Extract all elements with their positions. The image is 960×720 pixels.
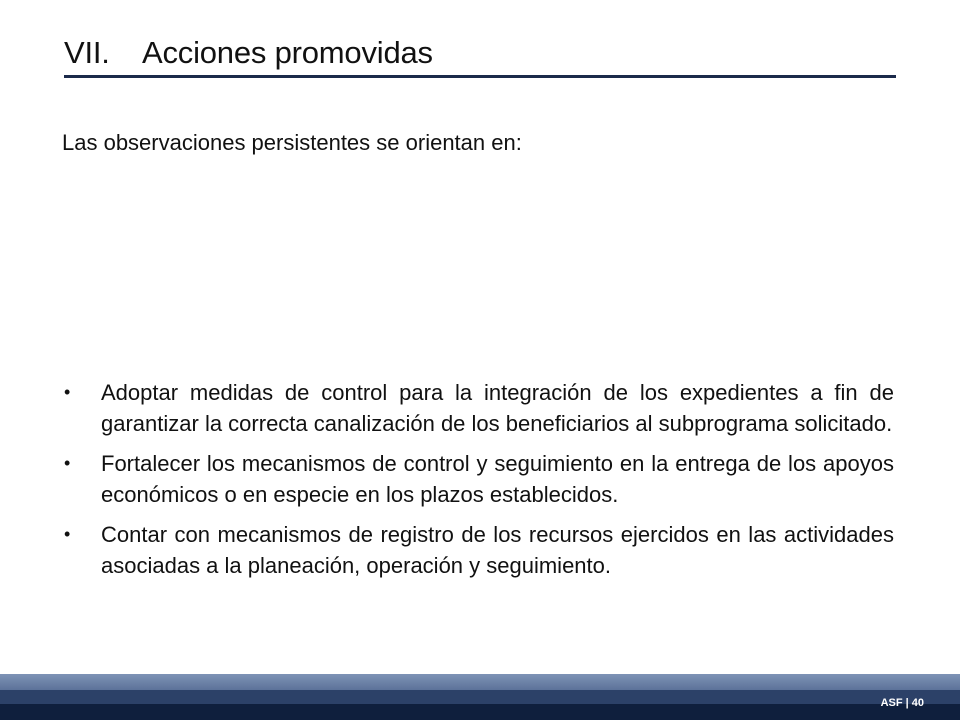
slide-title bbox=[64, 33, 433, 73]
footer-stripe-dark bbox=[0, 704, 960, 720]
bullet-item bbox=[64, 377, 894, 439]
bullet-item bbox=[64, 448, 894, 510]
section-number: VII. bbox=[64, 35, 110, 70]
footer-stripe-light bbox=[0, 674, 960, 690]
footer-band bbox=[0, 674, 960, 720]
footer-stripe-mid bbox=[0, 690, 960, 704]
bullet-item bbox=[64, 519, 894, 581]
bullet-icon: • bbox=[64, 453, 71, 473]
bullet-icon: • bbox=[64, 524, 71, 544]
bullet-icon: • bbox=[64, 382, 71, 402]
intro-text: Las observaciones persistentes se orientan en: bbox=[62, 130, 522, 155]
bullet-text: Fortalecer los mecanismos de control y seguimiento en la entrega de los apoyos económicos o en especie en los plazos establecidos. bbox=[101, 451, 894, 507]
bullet-text: Adoptar medidas de control para la integración de los expedientes a fin de garantizar la correcta canalización de los beneficiarios al subprograma solicitado. bbox=[101, 380, 894, 436]
page-number-label: ASF | 40 bbox=[880, 697, 924, 709]
bullet-text: Contar con mecanismos de registro de los recursos ejercidos en las actividades asociadas a la planeación, operación y seguimiento. bbox=[101, 522, 894, 578]
section-title: Acciones promovidas bbox=[142, 35, 433, 70]
slide-header bbox=[64, 33, 896, 78]
bullet-list bbox=[64, 377, 894, 590]
